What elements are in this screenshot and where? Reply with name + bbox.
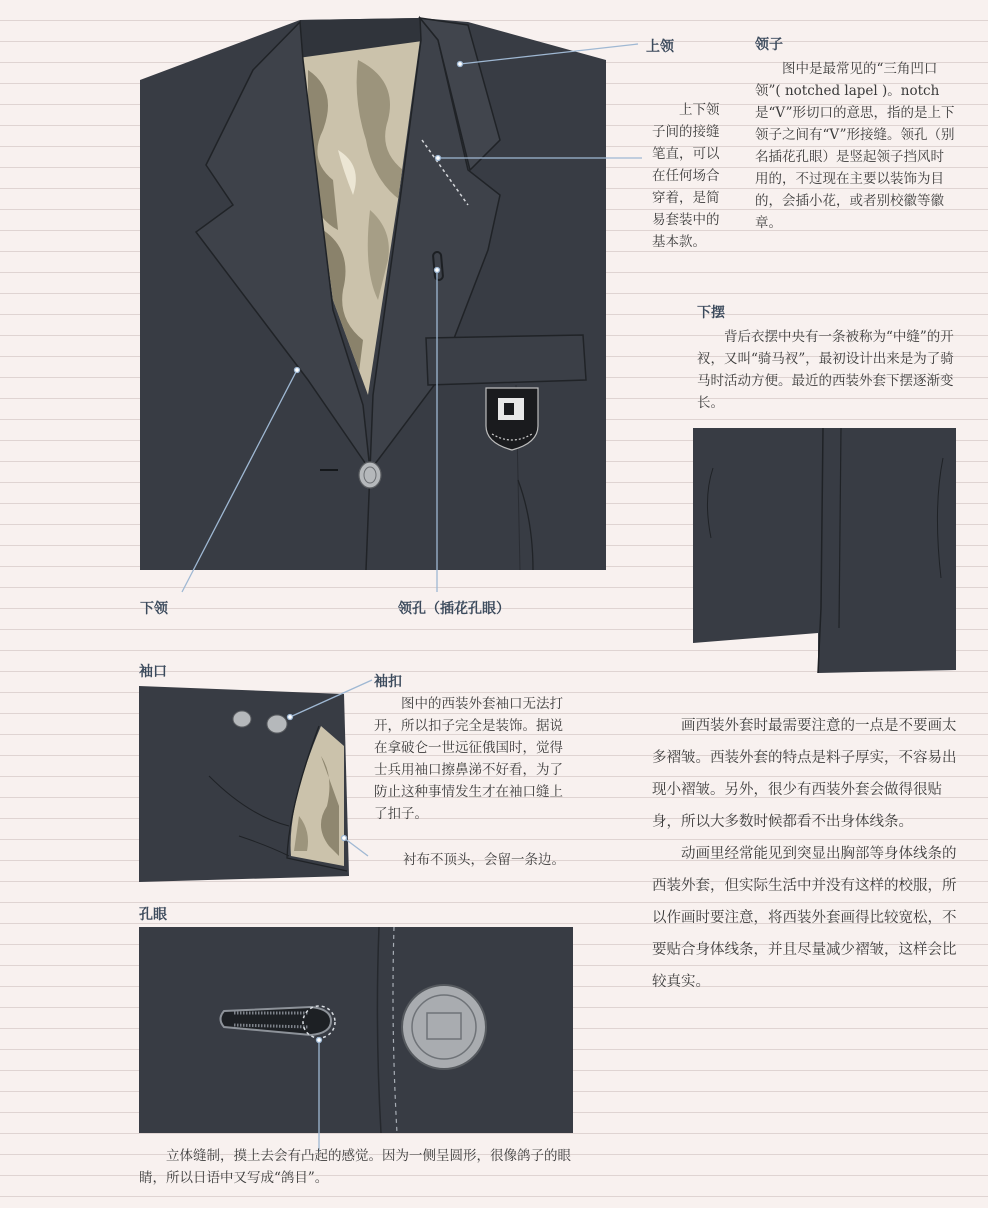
collar-text: 图中是最常见的“三角凹口领”( notched lapel )。notch是“V”形切口的意思，指的是上下领子之间有“V”形接缝。领孔（别名插花孔眼）是竖起领子挡风时用的，不过现在主要以装饰为目的，会插小花，或者别校徽等徽章。 bbox=[755, 61, 955, 231]
cuff-text: 图中的西装外套袖口无法打开，所以扣子完全是装饰。据说在拿破仑一世远征俄国时，觉得士兵用袖口擦鼻涕不好看，为了防止这种事情发生才在袖口缝上了扣子。 bbox=[374, 696, 563, 822]
label-collar-hole: 领孔（插花孔眼） bbox=[398, 601, 510, 617]
hem-title: 下摆 bbox=[697, 305, 725, 321]
label-lower-collar: 下领 bbox=[140, 601, 168, 617]
cuff-title: 袖口 bbox=[139, 664, 167, 680]
hem-text: 背后衣摆中央有一条被称为“中缝”的开衩，又叫“骑马衩”，最初设计出来是为了骑马时活动方便。最近的西装外套下摆逐渐变长。 bbox=[697, 329, 954, 411]
buttonhole-title: 孔眼 bbox=[139, 907, 167, 923]
main-notes bbox=[652, 710, 960, 998]
main-note-2: 动画里经常能见到突显出胸部等身体线条的西装外套，但实际生活中并没有这样的校服，所以作画时要注意，将西装外套画得比较宽松，不要贴合身体线条，并且尽量减少褶皱，这样会比较真实。 bbox=[652, 846, 957, 990]
seam-note: 上下领子间的接缝笔直，可以在任何场合穿着，是简易套装中的基本款。 bbox=[652, 102, 720, 250]
cuff-lining-note: 衬布不顶头，会留一条边。 bbox=[403, 852, 565, 868]
collar-title: 领子 bbox=[755, 37, 783, 53]
buttonhole-leader-line bbox=[0, 1030, 600, 1160]
buttonhole-caption: 立体缝制，摸上去会有凸起的感觉。因为一侧呈圆形，很像鸽子的眼睛，所以日语中又写成“鸽目”。 bbox=[139, 1148, 571, 1186]
main-note-1: 画西装外套时最需要注意的一点是不要画太多褶皱。西装外套的特点是料子厚实，不容易出现小褶皱。另外，很少有西装外套会做得很贴身，所以大多数时候都看不出身体线条。 bbox=[652, 718, 957, 830]
label-upper-collar: 上领 bbox=[646, 39, 674, 55]
hem-illustration bbox=[693, 428, 956, 673]
label-cuff-button: 袖扣 bbox=[374, 674, 402, 690]
